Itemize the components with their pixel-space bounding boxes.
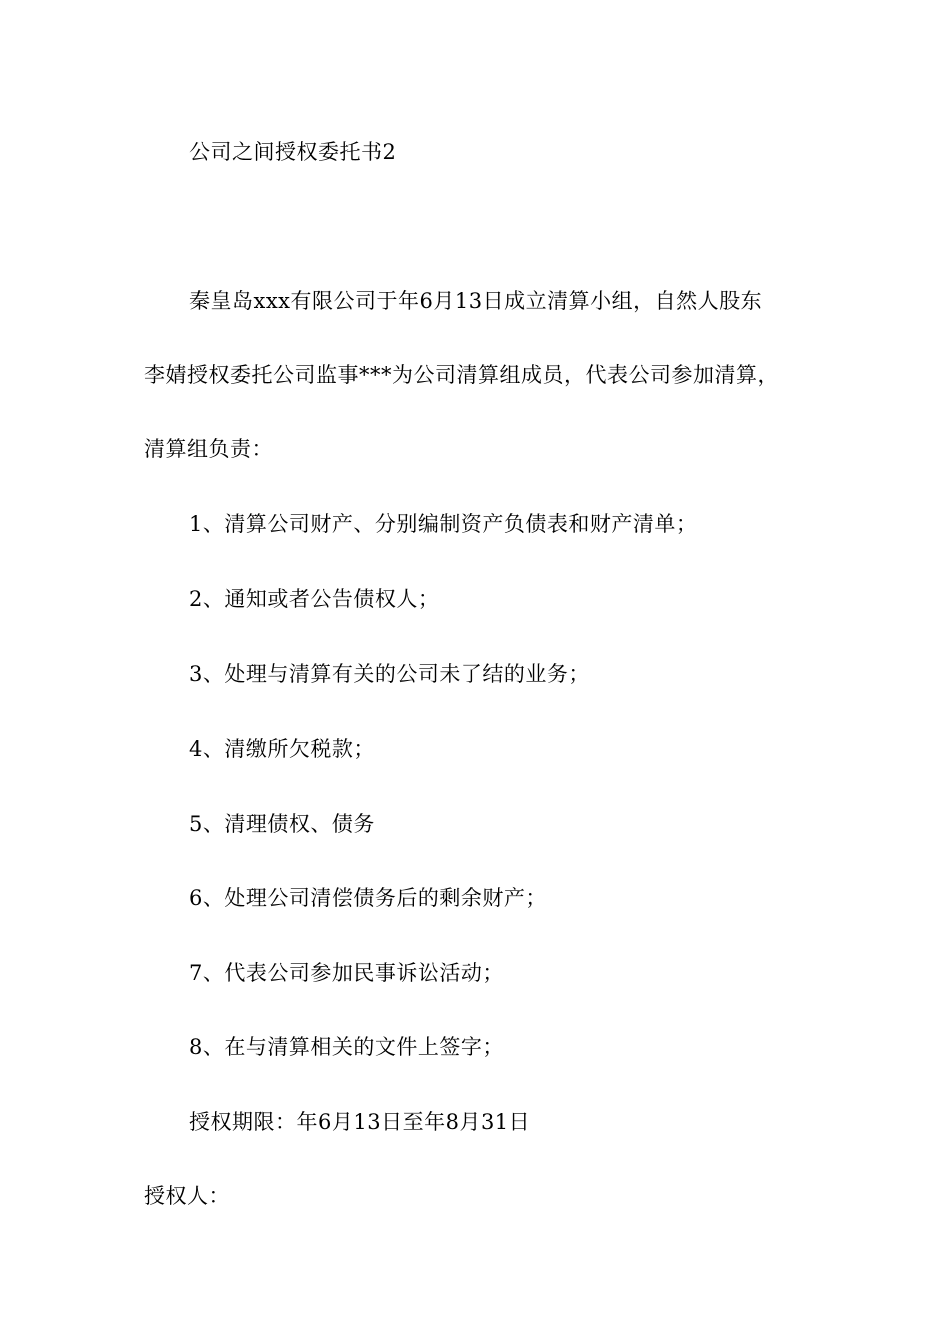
list-item: 3、处理与清算有关的公司未了结的业务； <box>189 662 590 686</box>
list-item: 8、在与清算相关的文件上签字； <box>189 1035 504 1059</box>
document-title: 公司之间授权委托书2 <box>189 140 397 164</box>
authorization-term: 授权期限：年6月13日至年8月31日 <box>189 1110 531 1134</box>
list-item: 1、清算公司财产、分别编制资产负债表和财产清单； <box>189 512 698 536</box>
list-item: 2、通知或者公告债权人； <box>189 587 440 611</box>
list-item: 5、清理债权、债务 <box>189 812 375 836</box>
list-item: 6、处理公司清偿债务后的剩余财产； <box>189 886 547 910</box>
list-item: 7、代表公司参加民事诉讼活动； <box>189 961 504 985</box>
paragraph-line-1: 秦皇岛xxx有限公司于年6月13日成立清算小组，自然人股东 <box>189 289 763 313</box>
list-item: 4、清缴所欠税款； <box>189 737 375 761</box>
paragraph-line-2: 李婧授权委托公司监事***为公司清算组成员，代表公司参加清算， <box>144 363 779 387</box>
paragraph-line-3: 清算组负责： <box>144 437 273 461</box>
grantor-label: 授权人： <box>144 1184 230 1208</box>
